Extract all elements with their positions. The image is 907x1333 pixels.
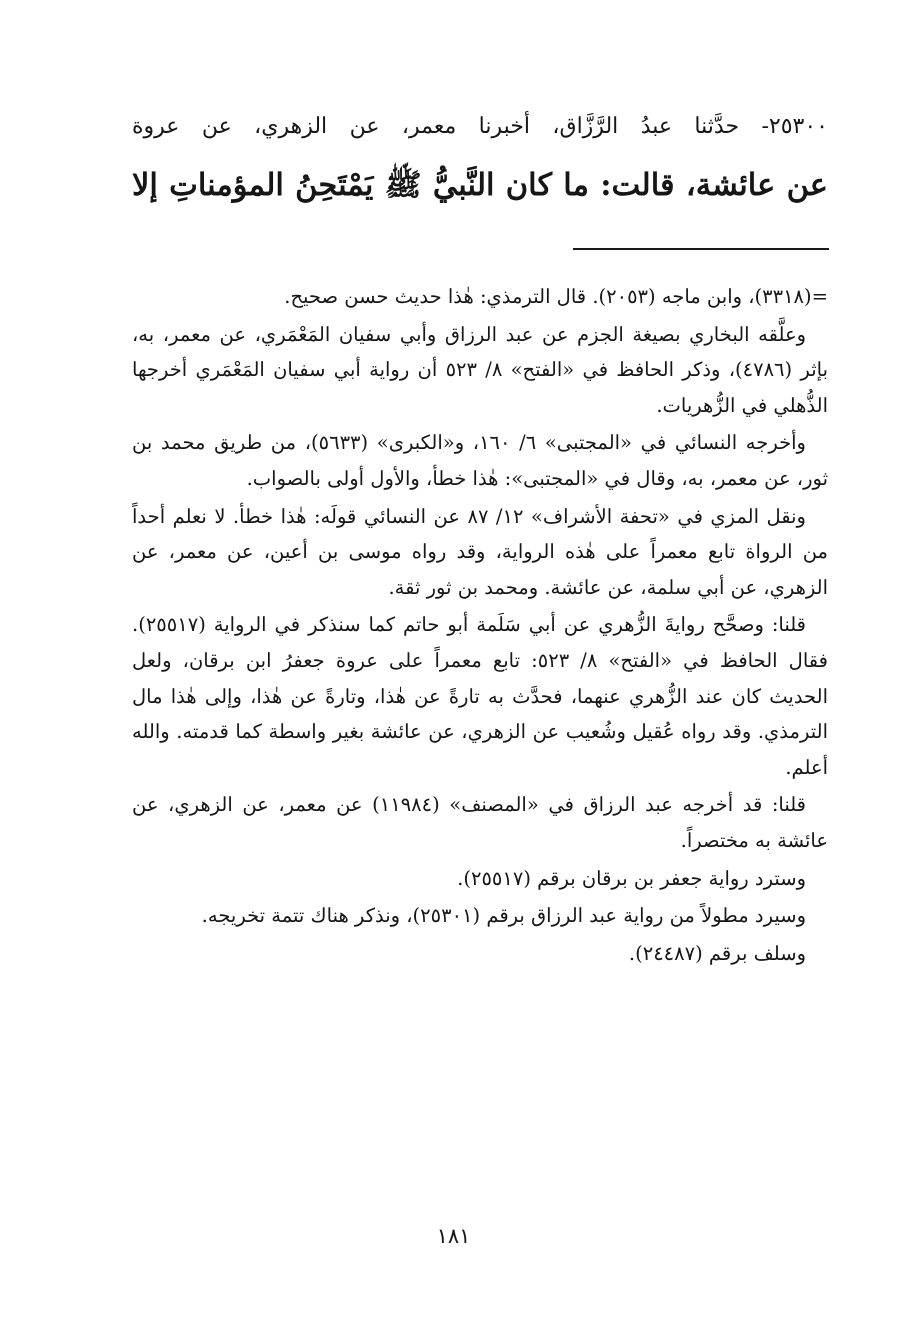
footnote-paragraph: وسترد رواية جعفر بن برقان برقم (٢٥٥١٧). bbox=[457, 866, 806, 890]
footnote-paragraph: وأخرجه النسائي في «المجتبى» ٦/ ١٦٠، و«الكبرى» (٥٦٣٣)، من طريق محمد بن ثور، عن معمر، به، وقال في «المجتبى»: هٰذا خطأ، والأول أولى بالصواب. bbox=[132, 431, 828, 490]
footnote-paragraph: ونقل المزي في «تحفة الأشراف» ١٢/ ٨٧ عن النسائي قولَه: هٰذا خطأ. لا نعلم أحداً من الرواة تابع معمراً على هٰذه الرواية، وقد رواه موسى بن أعين، عن معمر، عن الزهري، عن أبي سلمة، عن عائشة. ومحمد بن ثور ثقة. bbox=[132, 504, 828, 599]
page-number: ١٨١ bbox=[436, 1224, 471, 1248]
footnote-divider bbox=[573, 248, 829, 250]
hadith-text-line-1: ٢٥٣٠٠- حدَّثنا عبدُ الرَّزَّاق، أخبرنا معمر، عن الزهري، عن عروة bbox=[132, 114, 828, 139]
footnote-paragraph: وسيرد مطولاً من رواية عبد الرزاق برقم (٢٥٣٠١)، ونذكر هناك تتمة تخريجه. bbox=[201, 904, 806, 928]
footnote-paragraph: =(٣٣١٨)، وابن ماجه (٢٠٥٣). قال الترمذي: هٰذا حديث حسن صحيح. bbox=[284, 285, 828, 308]
footnote-paragraph: وعلَّقه البخاري بصيغة الجزم عن عبد الرزاق وأبي سفيان المَعْمَري، عن معمر، به، بإثر (٤٧٨٦)، وذكر الحافظ في «الفتح» ٨/ ٥٢٣ أن رواية أبي سفيان المَعْمَري أخرجها الذُّهلي في الزُّهريات. bbox=[132, 322, 828, 417]
hadith-text-line-2: عن عائشة، قالت: ما كان النَّبيُّ ﷺ يَمْتَحِنُ المؤمناتِ إلا bbox=[132, 167, 828, 203]
footnote-paragraph: وسلف برقم (٢٤٤٨٧). bbox=[628, 941, 806, 965]
footnote-paragraph: قلنا: قد أخرجه عبد الرزاق في «المصنف» (١١٩٨٤) عن معمر، عن الزهري، عن عائشة به مختصراً. bbox=[132, 793, 828, 852]
footnotes-block bbox=[132, 279, 828, 973]
footnote-paragraph: قلنا: وصحَّح روايةَ الزُّهري عن أبي سَلَمة أبو حاتم كما سنذكر في الرواية (٢٥٥١٧). فقال الحافظ في «الفتح» ٨/ ٥٢٣: تابع معمراً على عروة جعفرُ ابن برقان، ولعل الحديث كان عند الزُّهري عنهما، فحدَّث به تارةً عن هٰذا، وتارةً عن هٰذا، وإلى هٰذا مال الترمذي. وقد رواه عُقيل وشُعيب عن الزهري، عن عائشة بغير واسطة كما قدمته. والله أعلم. bbox=[132, 613, 828, 779]
